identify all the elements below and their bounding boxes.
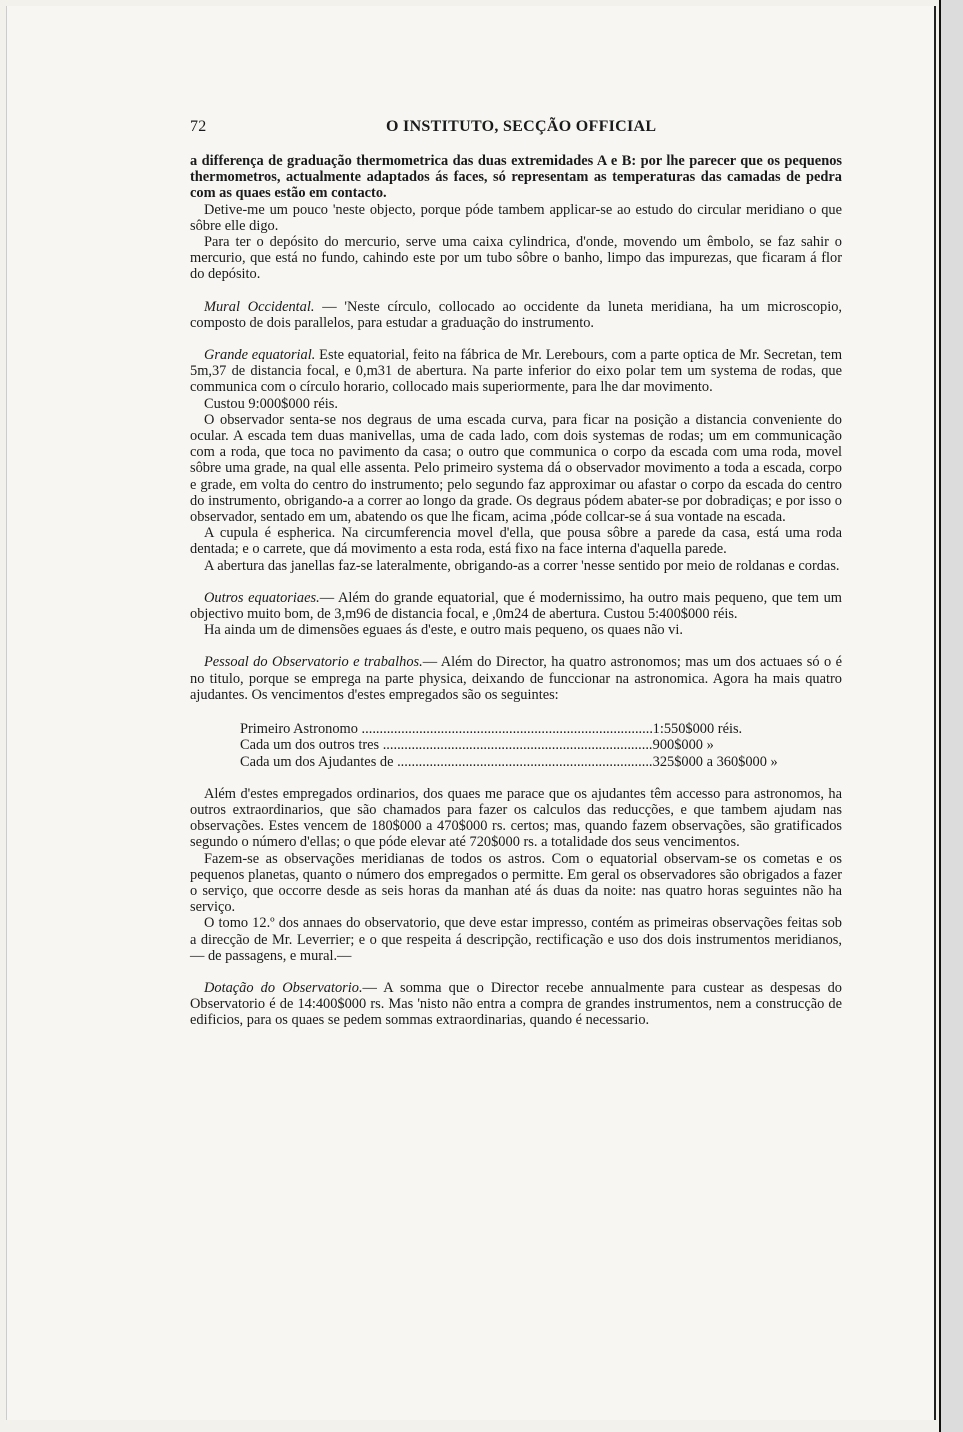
scan-edge — [939, 0, 963, 1432]
paragraph: Além d'estes empregados ordinarios, dos quaes me parace que os ajudantes têm accesso para astronomos, ha outros extraordinarios, que são chamados para fazer os calculos das reducções, e que tambem ajudam nas observações. Estes vencem de 180$000 a 470$000 rs. certos; mas, quando fazem observações, são gratificados segundo o número d'ellas; o que póde elevar até 720$000 rs. a totalidade dos seus vencimentos. — [190, 785, 842, 851]
paragraph: Detive-me um pouco 'neste objecto, porque póde tambem applicar-se ao estudo do circular meridiano o que sôbre elle digo. — [190, 201, 842, 234]
section-heading: Outros equatoriaes. — [204, 589, 320, 606]
salary-table — [240, 721, 800, 770]
paragraph: Ha ainda um de dimensões eguaes ás d'este, e outro mais pequeno, os quaes não vi. — [204, 622, 683, 639]
paragraph: Custou 9:000$000 réis. — [204, 395, 338, 412]
paragraph-pessoal: Pessoal do Observatorio e trabalhos.— Além do Director, ha quatro astronomos; mas um dos actuaes só o é no titulo, porque se emprega na parte physica, deixando de funccionar na astronomica. Agora ha mais quatro ajudantes. Os vencimentos d'estes empregados são os seguintes: — [190, 654, 842, 703]
salary-row: Cada um dos outros tres ..... 900$000 » — [240, 737, 800, 753]
salary-row: Primeiro Astronomo ..... 1:550$000 réis. — [240, 721, 800, 737]
section-heading: Dotação do Observatorio. — [204, 979, 363, 996]
section-heading: Pessoal do Observatorio e trabalhos. — [204, 654, 423, 671]
running-title: O INSTITUTO, SECÇÃO OFFICIAL — [386, 118, 657, 135]
paragraph-outros-equatoriaes: Outros equatoriaes.— Além do grande equatorial, que é modernissimo, ha outro mais pequeno, que tem um objectivo muito bom, de 3,m96 de distancia focal, e ,0m24 de abertura. Custou 5:400$000 réis. — [190, 589, 843, 623]
paragraph-dotacao: Dotação do Observatorio.— A somma que o Director recebe annualmente para custear as despesas do Observatorio é de 14:400$000 rs. Mas 'nisto não entra a compra de grandes instrumentos, nem a construcção de edificios, para os quaes se pedem sommas extraordinarias, quando é necessario. — [190, 979, 842, 1029]
page-number: 72 — [190, 118, 207, 135]
paragraph: O observador senta-se nos degraus de uma escada curva, para ficar na posição a distancia conveniente do ocular. A escada tem duas manivellas, uma de cada lado, com dois systemas de rodas; um em communicação com a roda, que toca no pavimento da casa; o outro que communica o corpo da escada com uma roda, movel sôbre uma grade, na qual elle assenta. Pelo primeiro systema dá o observador movimento a toda a escada, corpo e grade, em volta do centro do instrumento; pelo segundo faz approximar ou afastar o corpo da escada do centro do instrumento, obrigando-a a correr ao longo da grade. Os degraus pódem abater-se por dobradiças; e por isso o observador, sentado em um, abatendo os que lhe ficam, acima ,póde collcar-se á sua vontade na escada. — [190, 411, 842, 526]
paragraph: A abertura das janellas faz-se lateralmente, obrigando-as a correr 'nesse sentido por meio de roldanas e cordas. — [204, 557, 840, 574]
paragraph-grande-equatorial: Grande equatorial. Este equatorial, feito na fábrica de Mr. Lerebours, com a parte optica de Mr. Secretan, tem 5m,37 de distancia focal, e 0,m31 de abertura. Na parte inferior do eixo polar tem um systema de rodas, que communica com o círculo horario, collocado mais superiormente, para lhe dar movimento. — [190, 347, 843, 396]
paragraph: a differença de graduação thermometrica das duas extremidades A e B: por lhe parecer que os pequenos thermometros, actualmente adaptados ás faces, só representam as temperaturas das camadas de pedra com as quaes estão em contacto. — [190, 153, 842, 202]
paragraph: O tomo 12.º dos annaes do observatorio, que deve estar impresso, contém as primeiras observações feitas sob a direcção de Mr. Leverrier; e o que respeita á descripção, rectificação e uso dos dois instrumentos meridianos,— de passagens, e mural.— — [190, 915, 842, 964]
paragraph: Para ter o depósito do mercurio, serve uma caixa cylindrica, d'onde, movendo um êmbolo, se faz sahir o mercurio, que está no fundo, cahindo este por um tubo sôbre o banho, limpo das impurezas, que ficaram á flor do depósito. — [190, 234, 842, 283]
paragraph-mural: Mural Occidental. — 'Neste círculo, collocado ao occidente da luneta meridiana, ha um microscopio, composto de dois parallelos, para estudar a graduação do instrumento. — [190, 298, 842, 331]
article-body — [190, 153, 842, 1029]
section-heading: Grande equatorial. — [204, 347, 316, 364]
paragraph: Fazem-se as observações meridianas de todos os astros. Com o equatorial observam-se os cometas e os pequenos planetas, quanto o número dos empregados o permitte. Em geral os observadores são obrigados a fazer o serviço, que occorre desde as seis horas da manhan até ás duas da noite: nas quatro horas seguintes não ha serviço. — [190, 850, 842, 916]
salary-row: Cada um dos Ajudantes de ..... 325$000 a 360$000 » — [240, 754, 800, 770]
paragraph: A cupula é espherica. Na circumferencia movel d'ella, que pousa sôbre a parede da casa, está uma roda dentada; e o carrete, que dá movimento a esta roda, está fixo na face interna d'aquella parede. — [190, 525, 842, 558]
section-heading: Mural Occidental. — [204, 298, 315, 315]
